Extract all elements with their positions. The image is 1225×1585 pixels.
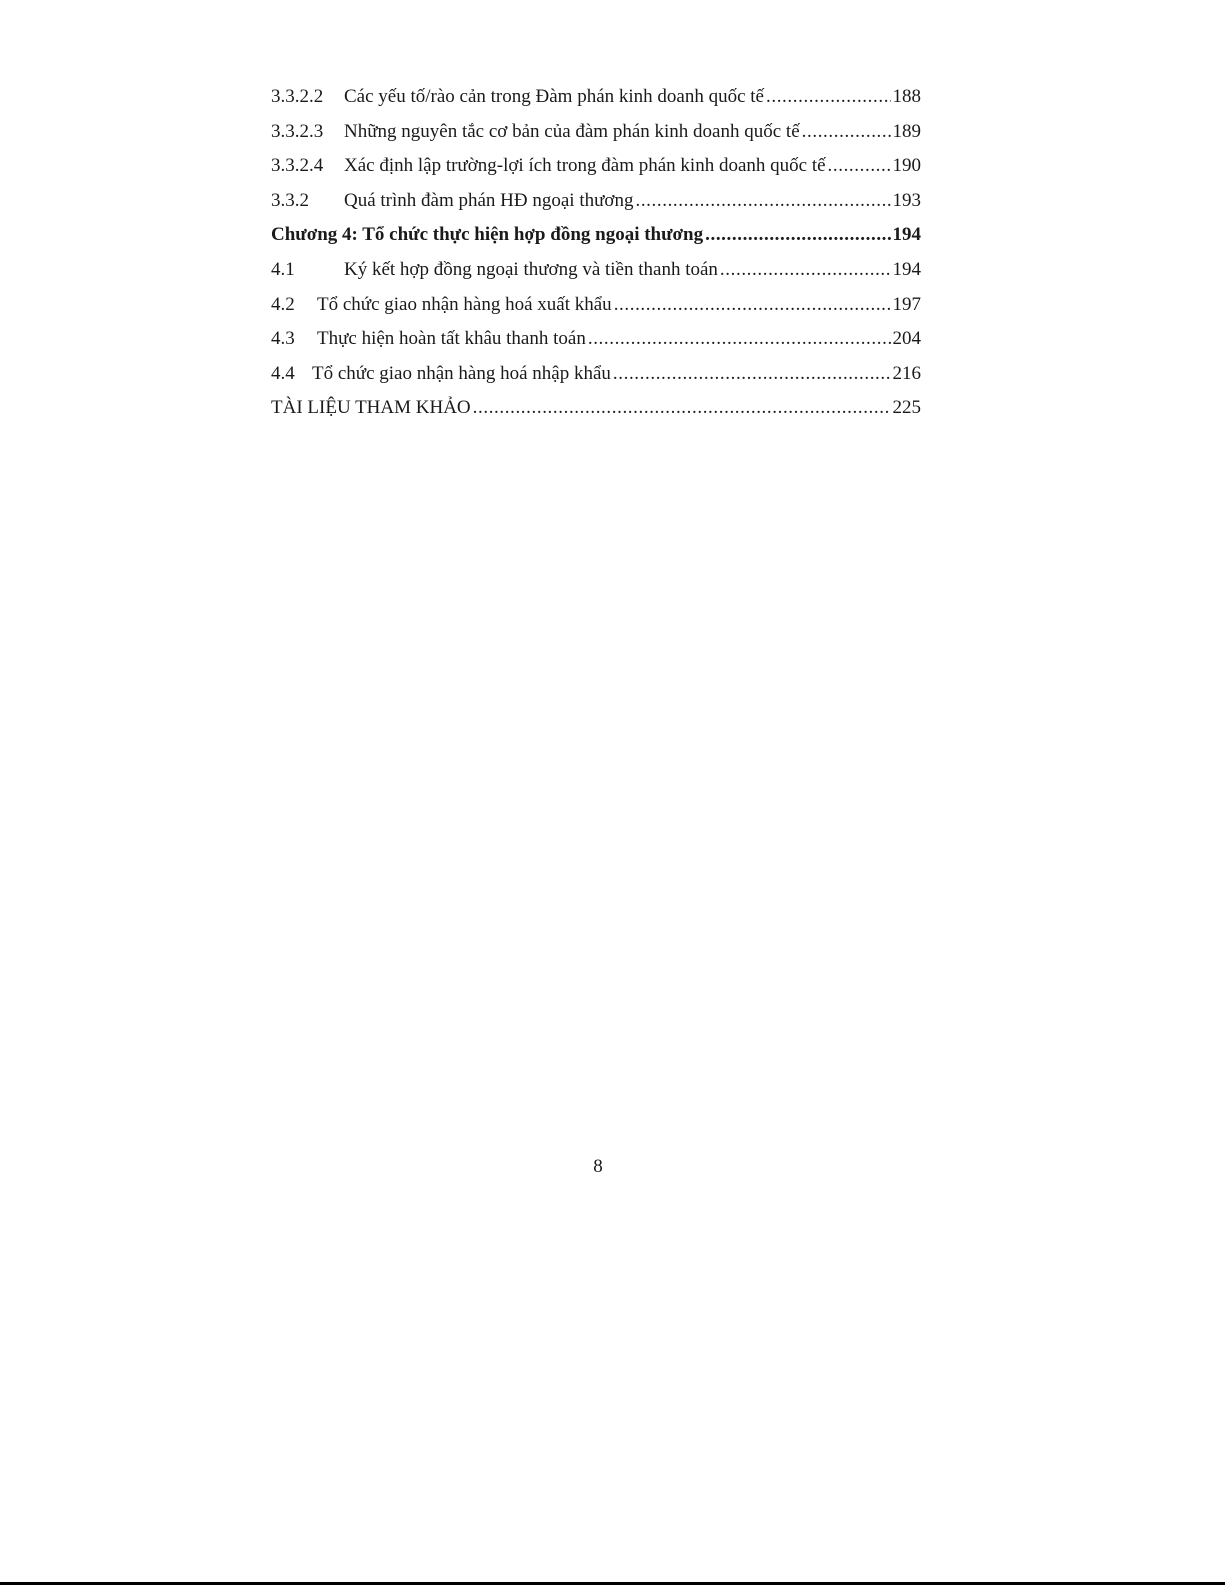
toc-leader-dots [473, 391, 891, 426]
toc-entry-4-3[interactable] [271, 322, 921, 357]
toc-entry-page: 194 [892, 224, 921, 246]
toc-entry-number: 4.4 [271, 362, 295, 384]
toc-entry-number: 3.3.2.2 [271, 86, 324, 107]
toc-entry-title: Tổ chức giao nhận hàng hoá nhập khẩu [312, 362, 611, 384]
page-number: 8 [593, 1156, 603, 1177]
toc-entry-number: 4.1 [271, 258, 295, 280]
toc-entry-title: TÀI LIỆU THAM KHẢO [271, 397, 471, 419]
toc-leader-dots [828, 149, 891, 184]
toc-entry-page: 216 [892, 362, 921, 384]
toc-leader-dots [705, 218, 890, 253]
toc-entry-4-1[interactable] [271, 253, 921, 288]
toc-entry-3-3-2-4[interactable] [271, 149, 921, 184]
toc-leader-dots [720, 253, 891, 288]
toc-entry-title: Thực hiện hoàn tất khâu thanh toán [317, 328, 586, 350]
toc-entry-chapter-4[interactable] [271, 218, 921, 253]
toc-entry-number: 3.3.2 [271, 189, 309, 211]
toc-entry-title: Các yếu tố/rào cản trong Đàm phán kinh doanh quốc tế [344, 86, 764, 107]
toc-entry-title: Những nguyên tắc cơ bản của đàm phán kinh doanh quốc tế [344, 120, 800, 142]
toc-entry-4-4[interactable] [271, 357, 921, 392]
toc-entry-3-3-2[interactable] [271, 184, 921, 219]
toc-leader-dots [613, 357, 891, 392]
toc-entry-number: 3.3.2.3 [271, 120, 324, 142]
toc-entry-title: Tổ chức giao nhận hàng hoá xuất khẩu [317, 293, 612, 315]
toc-leader-dots [635, 184, 890, 219]
toc-entry-3-3-2-2[interactable] [271, 80, 921, 115]
toc-entry-title: Xác định lập trường-lợi ích trong đàm phán kinh doanh quốc tế [344, 155, 826, 177]
toc-entry-page: 194 [892, 258, 921, 280]
table-of-contents [271, 80, 921, 426]
toc-entry-page: 204 [892, 328, 921, 350]
toc-entry-title: Quá trình đàm phán HĐ ngoại thương [344, 189, 634, 211]
toc-entry-4-2[interactable] [271, 288, 921, 323]
toc-entry-page: 190 [892, 155, 921, 177]
toc-entry-page: 188 [892, 86, 921, 107]
toc-entry-page: 197 [892, 293, 921, 315]
toc-leader-dots [588, 322, 891, 357]
toc-entry-title: Chương 4: Tổ chức thực hiện hợp đồng ngoại thương [271, 224, 704, 246]
toc-entry-references[interactable] [271, 391, 921, 426]
toc-entry-3-3-2-3[interactable] [271, 115, 921, 150]
toc-entry-title: Ký kết hợp đồng ngoại thương và tiền thanh toán [344, 258, 718, 280]
toc-entry-page: 193 [892, 189, 921, 211]
toc-entry-page: 225 [892, 397, 921, 419]
toc-entry-number: 4.3 [271, 328, 295, 350]
toc-entry-page: 189 [892, 120, 921, 142]
toc-leader-dots [614, 288, 891, 323]
toc-entry-number: 4.2 [271, 293, 295, 315]
toc-leader-dots [766, 80, 891, 115]
toc-entry-number: 3.3.2.4 [271, 155, 324, 177]
toc-leader-dots [802, 115, 891, 150]
